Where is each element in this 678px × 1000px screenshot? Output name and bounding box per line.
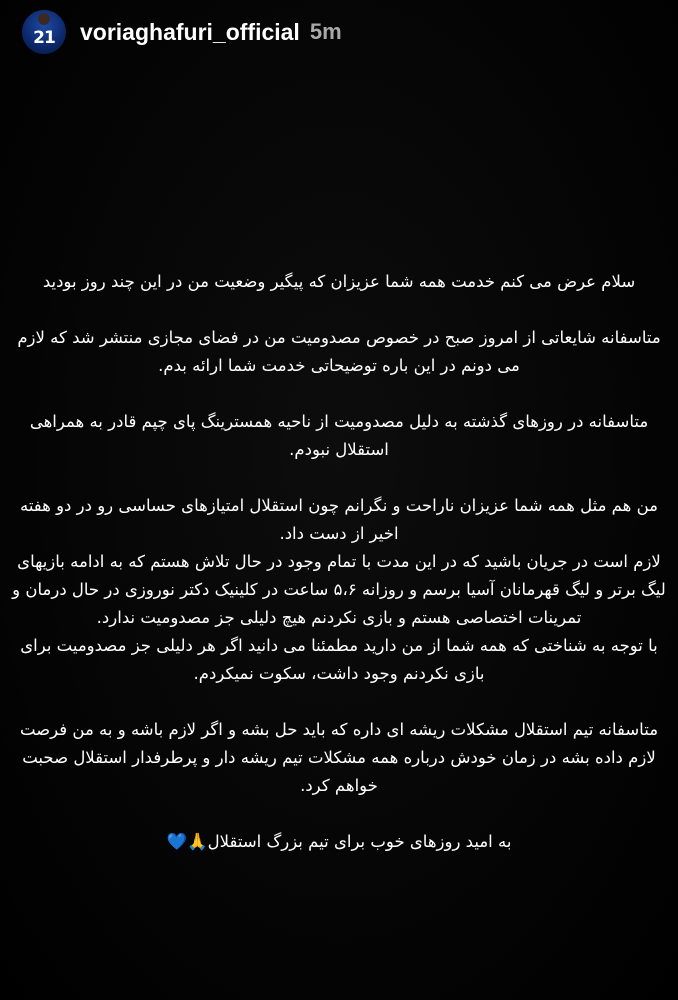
avatar-player-head [38,13,50,25]
avatar-jersey-number: 21 [33,28,55,48]
paragraph-silence: با توجه به شناختی که همه شما از من دارید مطمئنا می دانید اگر هر دلیلی جز مصدومیت برای بازی نکردنم وجود داشت، سکوت نمیکردم. [20,636,658,683]
post-time: 5m [309,19,342,44]
blue-heart-icon: 💙 [166,832,188,851]
paragraph-treatment: لازم است در جریان باشید که در این مدت با تمام وجود در حال تلاش هستم که به ادامه بازیهای لیگ برتر و لیگ قهرمانان آسیا برسم و روزانه ۵،۶ ساعت در کلینیک دکتر نوروزی در حال درمان و تمرینات اختصاصی هستم و بازی نکردنم هیچ دلیلی جز مصدومیت ندارد. [12,552,666,627]
paragraph-injury: متاسفانه در روزهای گذشته به دلیل مصدومیت از ناحیه همسترینگ پای چپم قادر به همراهی استقلال نبودم. [29,412,649,459]
paragraph-concern: من هم مثل همه شما عزیزان ناراحت و نگرانم چون استقلال امتیازهای حساسی رو در دو هفته اخیر از دست داد. [19,496,659,543]
username[interactable]: voriaghafuri_official [80,18,300,45]
paragraph-greeting: سلام عرض می کنم خدمت همه شما عزیزان که پیگیر وضعیت من در این چند روز بودید [42,272,636,291]
story-header [22,10,342,54]
paragraph-closing [10,828,668,856]
closing-text: به امید روزهای خوب برای تیم بزرگ استقلال [207,832,512,851]
story-text [10,268,668,856]
paragraph-rumors: متاسفانه شایعاتی از امروز صبح در خصوص مصدومیت من در فضای مجازی منتشر شد که لازم می دونم در این باره توضیحاتی خدمت شما ارائه بدم. [17,328,661,375]
pray-icon: 🙏 [187,832,208,851]
avatar[interactable] [22,10,66,54]
paragraph-team-problems: متاسفانه تیم استقلال مشکلات ریشه ای داره که باید حل بشه و اگر لازم باشه و به من فرصت لازم داده بشه در زمان خودش درباره همه مشکلات تیم ریشه دار و پرطرفدار استقلال صحبت خواهم کرد. [19,720,659,795]
